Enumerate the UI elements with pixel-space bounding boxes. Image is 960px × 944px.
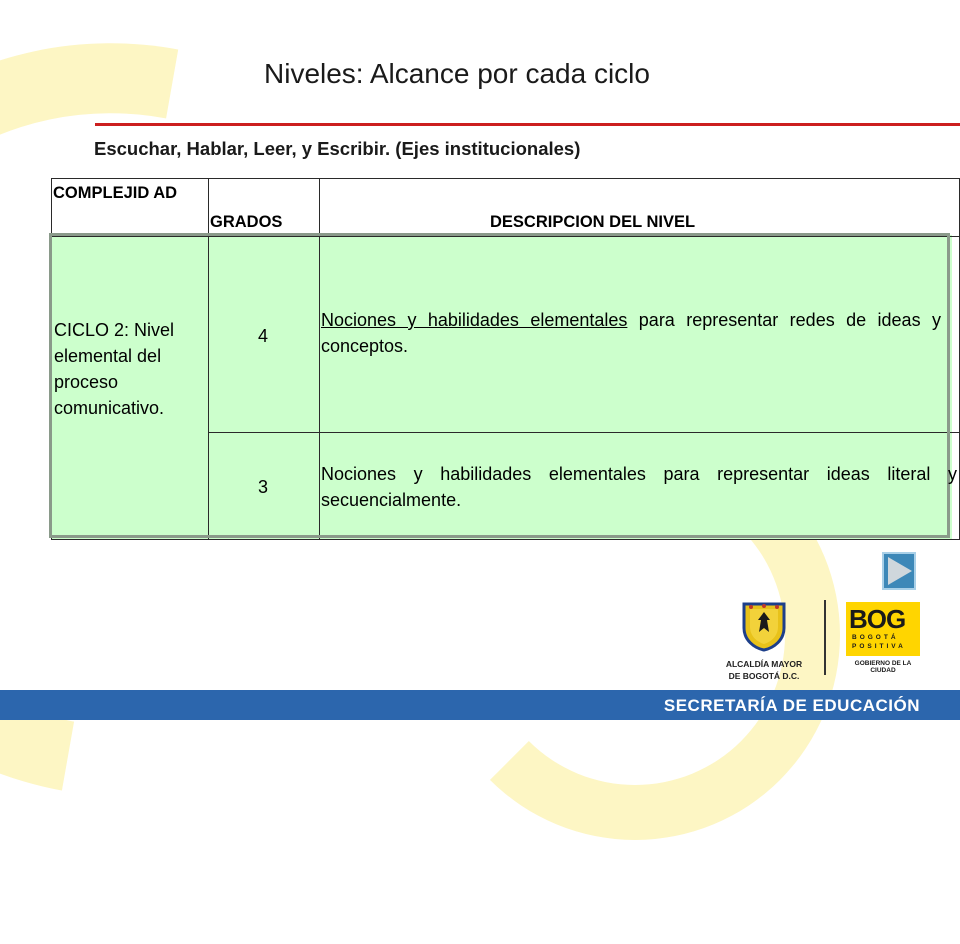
next-slide-button[interactable] xyxy=(882,552,916,590)
gobierno-label: GOBIERNO DE LA CIUDAD xyxy=(854,660,912,674)
description-cell xyxy=(321,307,941,359)
description-text: para representar redes de ideas y conceptos. xyxy=(321,310,941,356)
bog-sub-positiva: POSITIVA xyxy=(852,643,906,650)
alcaldia-logo xyxy=(714,600,814,681)
coat-of-arms-icon xyxy=(740,600,788,652)
description-cell: Nociones y habilidades elementales para representar ideas literal y secuencialmente. xyxy=(321,464,957,510)
alcaldia-line1: ALCALDÍA MAYOR xyxy=(725,659,803,669)
slide-subtitle: Escuchar, Hablar, Leer, y Escribir. (Ejes institucionales) xyxy=(94,138,581,159)
table-border-bottom xyxy=(51,539,960,540)
title-divider xyxy=(95,123,960,126)
ciclo-cell: CICLO 2: Nivel elemental del proceso comunicativo. xyxy=(54,320,175,418)
grado-cell: 4 xyxy=(258,326,269,346)
play-next-icon xyxy=(888,557,912,585)
bog-sub-bogota: BOGOTÁ xyxy=(852,634,899,641)
footer-bar xyxy=(0,690,960,720)
grado-cell: 3 xyxy=(258,477,269,497)
description-underlined: Nociones y habilidades elementales xyxy=(321,310,628,330)
header-grados: GRADOS xyxy=(210,213,283,231)
bogota-positiva-logo xyxy=(846,602,920,674)
footer-label: SECRETARÍA DE EDUCACIÓN xyxy=(663,696,920,715)
slide-title: Niveles: Alcance por cada ciclo xyxy=(264,58,650,89)
bog-wordmark: BOG xyxy=(849,604,906,634)
header-descripcion: DESCRIPCION DEL NIVEL xyxy=(490,213,696,231)
header-complejidad: COMPLEJID AD xyxy=(53,184,178,202)
logo-separator xyxy=(824,600,826,675)
table-border-top xyxy=(51,178,960,179)
alcaldia-line2: DE BOGOTÁ D.C. xyxy=(728,671,800,681)
